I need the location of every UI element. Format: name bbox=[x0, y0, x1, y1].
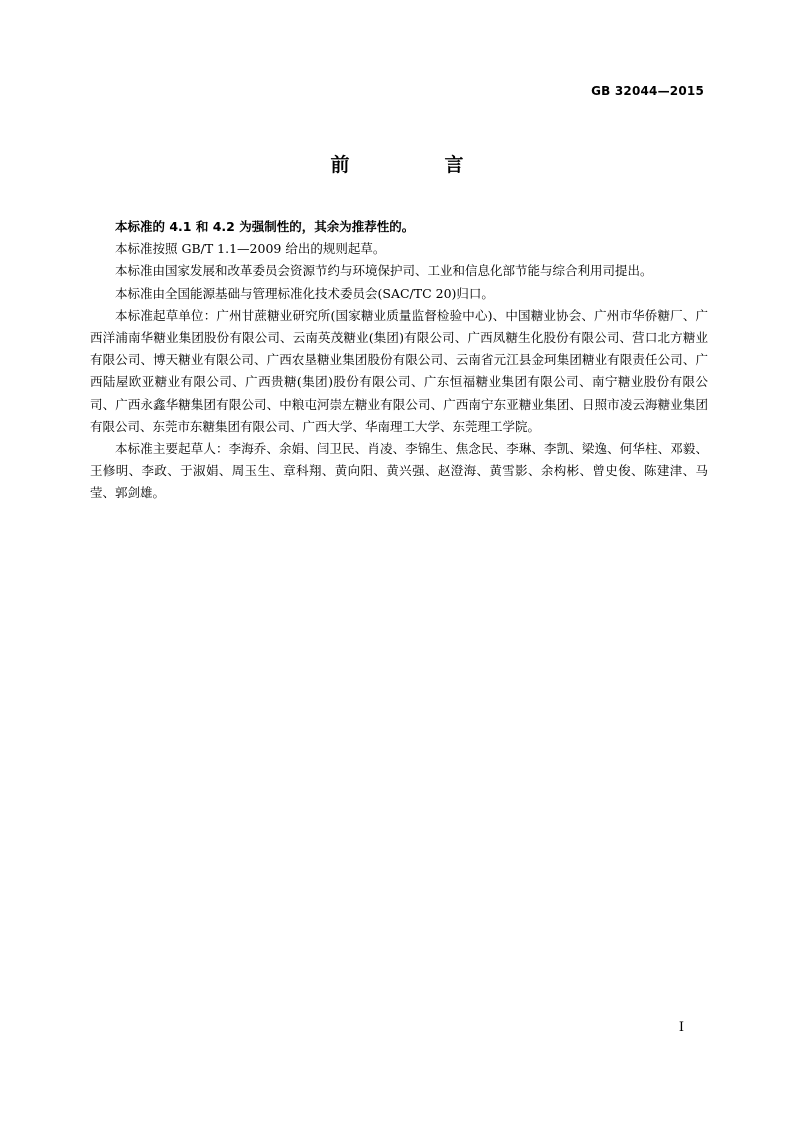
paragraph-drafting-rules: 本标准按照 GB/T 1.1—2009 给出的规则起草。 bbox=[115, 241, 386, 257]
foreword-body bbox=[90, 216, 708, 505]
paragraph-mandatory-clauses: 本标准的 4.1 和 4.2 为强制性的，其余为推荐性的。 bbox=[115, 219, 415, 234]
paragraph-technical-committee: 本标准由全国能源基础与管理标准化技术委员会(SAC/TC 20)归口。 bbox=[115, 285, 494, 301]
page-title: 前 言 bbox=[330, 154, 502, 176]
paragraph-proposer: 本标准由国家发展和改革委员会资源节约与环境保护司、工业和信息化部节能与综合利用司提出。 bbox=[115, 263, 653, 279]
standard-code: GB 32044—2015 bbox=[591, 84, 704, 98]
page-number: I bbox=[678, 1020, 684, 1035]
paragraph-drafting-units: 本标准起草单位：广州甘蔗糖业研究所(国家糖业质量监督检验中心)、中国糖业协会、广州市华侨糖厂、广西洋浦南华糖业集团股份有限公司、云南英茂糖业(集团)有限公司、广西凤糖生化股份有限公司、营口北方糖业有限公司、博天糖业有限公司、广西农垦糖业集团股份有限公司、云南省元江县金珂集团糖业有限责任公司、广西陆屋欧亚糖业有限公司、广西贵糖(集团)股份有限公司、广东恒福糖业集团有限公司、南宁糖业股份有限公司、广西永鑫华糖集团有限公司、中粮屯河崇左糖业有限公司、广西南宁东亚糖业集团、日照市凌云海糖业集团有限公司、东莞市东糖集团有限公司、广西大学、华南理工大学、东莞理工学院。 bbox=[90, 307, 708, 434]
paragraph-main-drafters: 本标准主要起草人：李海乔、余娟、闫卫民、肖凌、李锦生、焦念民、李琳、李凯、梁逸、何华柱、邓毅、王修明、李政、于淑娟、周玉生、章科翔、黄向阳、黄兴强、赵澄海、黄雪影、余构彬、曾史俊、陈建津、马莹、郭剑雄。 bbox=[90, 441, 708, 501]
